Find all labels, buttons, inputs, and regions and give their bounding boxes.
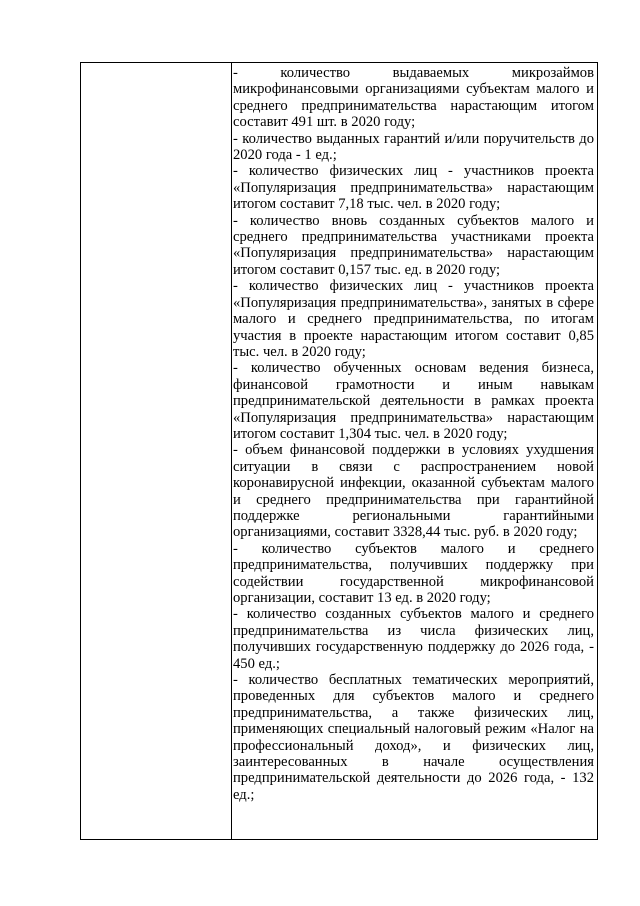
indicator-item: - количество выданных гарантий и/или поручительств до 2020 года - 1 ед.; [233,130,594,164]
indicator-item: - количество бесплатных тематических мероприятий, проведенных для субъектов малого и среднего предпринимательства, а также физических лиц, применяющих специальный налоговый режим «Налог на профессиональный доход», и физических лиц, заинтересованных в начале осуществления предпринимательской деятельности до 2026 года, - 132 ед.; [233,672,594,803]
table-right-cell [232,63,596,839]
indicator-item: - объем финансовой поддержки в условиях ухудшения ситуации в связи с распространением новой коронавирусной инфекции, оказанной субъектам малого и среднего предпринимательства при гарантийной поддержке региональными гарантийными организациями, составит 3328,44 тыс. руб. в 2020 году; [233,442,594,541]
indicator-item: - количество физических лиц - участников проекта «Популяризация предпринимательства» нарастающим итогом составит 7,18 тыс. чел. в 2020 году; [233,163,594,213]
indicator-item: - количество субъектов малого и среднего предпринимательства, получивших поддержку при содействии государственной микрофинансовой организации, составит 13 ед. в 2020 году; [233,540,594,606]
indicator-item: - количество выдаваемых микрозаймов микрофинансовыми организациями субъектам малого и среднего предпринимательства нарастающим итогом составит 491 шт. в 2020 году; [233,65,594,131]
indicator-item: - количество обученных основам ведения бизнеса, финансовой грамотности и иным навыкам предпринимательской деятельности в рамках проекта «Популяризация предпринимательства» нарастающим итогом составит 1,304 тыс. чел. в 2020 году; [233,360,594,442]
indicators-table [80,62,598,840]
table-left-cell [81,63,231,839]
indicator-item: - количество физических лиц - участников проекта «Популяризация предпринимательства», занятых в сфере малого и среднего предпринимательства, по итогам участия в проекте нарастающим итогом составит 0,85 тыс. чел. в 2020 году; [233,278,594,360]
indicator-item: - количество вновь созданных субъектов малого и среднего предпринимательства участниками проекта «Популяризация предпринимательства» нарастающим итогом составит 0,157 тыс. ед. в 2020 году; [233,212,594,278]
indicator-item: - количество созданных субъектов малого и среднего предпринимательства из числа физических лиц, получивших государственную поддержку до 2026 года, - 450 ед.; [233,606,594,672]
